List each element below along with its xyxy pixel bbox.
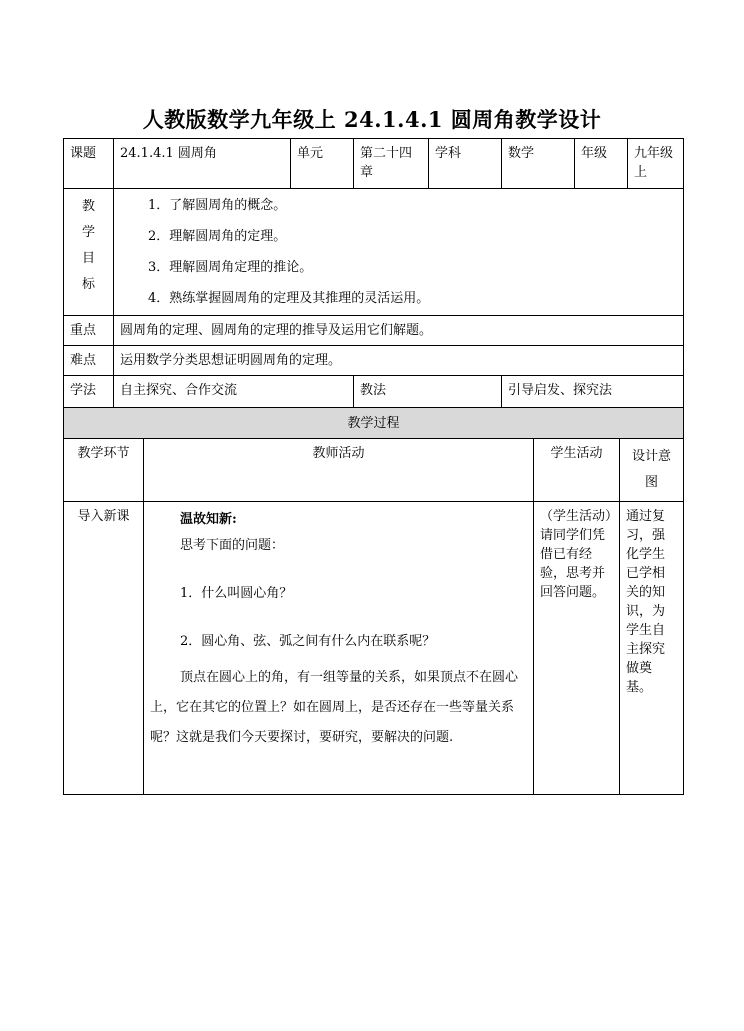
key-point-value: 圆周角的定理、圆周角的定理的推导及运用它们解题。	[114, 316, 684, 346]
topic-label: 课题	[64, 139, 114, 189]
grade-value: 九年级上	[628, 139, 684, 189]
design-intent: 通过复习，强化学生已学相关的知识，为学生自主探究做奠基。	[620, 502, 684, 795]
goal-item: 4．熟练掌握圆周角的定理及其推理的灵活运用。	[148, 291, 430, 306]
teacher-question-2: 2．圆心角、弦、弧之间有什么内在联系呢？	[180, 634, 436, 649]
study-method-label: 学法	[64, 376, 114, 410]
unit-label: 单元	[291, 139, 354, 189]
subject-label: 学科	[429, 139, 502, 189]
teacher-paragraph: 顶点在圆心上的角，有一组等量的关系，如果顶点不在圆心上，它在其它的位置上？如在圆周上，是否还存在一些等量关系呢？这就是我们今天要探讨，要研究，要解决的问题.	[150, 670, 519, 745]
teach-method-label: 教法	[354, 376, 502, 410]
goal-item: 1．了解圆周角的概念。	[148, 198, 287, 213]
col-student: 学生活动	[534, 439, 620, 502]
subject-value: 数学	[502, 139, 575, 189]
col-teacher: 教师活动	[144, 439, 534, 502]
teacher-activity	[144, 502, 534, 795]
teacher-prompt: 思考下面的问题：	[180, 538, 285, 553]
col-design: 设计意图	[620, 439, 684, 502]
student-activity: （学生活动）请同学们凭借已有经验，思考并回答问题。	[534, 502, 620, 795]
page-title: 人教版数学九年级上 24.1.4.1 圆周角教学设计	[142, 107, 602, 132]
teacher-heading: 温故知新:	[180, 512, 237, 527]
teaching-process-table	[63, 407, 684, 795]
process-header: 教学过程	[64, 408, 684, 439]
key-point-label: 重点	[64, 316, 114, 346]
topic-value: 24.1.4.1 圆周角	[114, 139, 291, 189]
teach-method-value: 引导启发、探究法	[502, 376, 684, 410]
unit-value: 第二十四章	[354, 139, 429, 189]
lesson-info-table	[63, 138, 684, 410]
difficulty-label: 难点	[64, 346, 114, 376]
goals-list	[114, 189, 684, 316]
stage-cell: 导入新课	[64, 502, 144, 795]
grade-label: 年级	[575, 139, 628, 189]
goal-item: 3．理解圆周角定理的推论。	[148, 260, 313, 275]
goal-item: 2．理解圆周角的定理。	[148, 229, 287, 244]
col-stage: 教学环节	[64, 439, 144, 502]
difficulty-value: 运用数学分类思想证明圆周角的定理。	[114, 346, 684, 376]
teacher-question-1: 1．什么叫圆心角？	[180, 586, 293, 601]
study-method-value: 自主探究、合作交流	[114, 376, 354, 410]
goals-label: 教 学 目 标	[64, 189, 114, 316]
